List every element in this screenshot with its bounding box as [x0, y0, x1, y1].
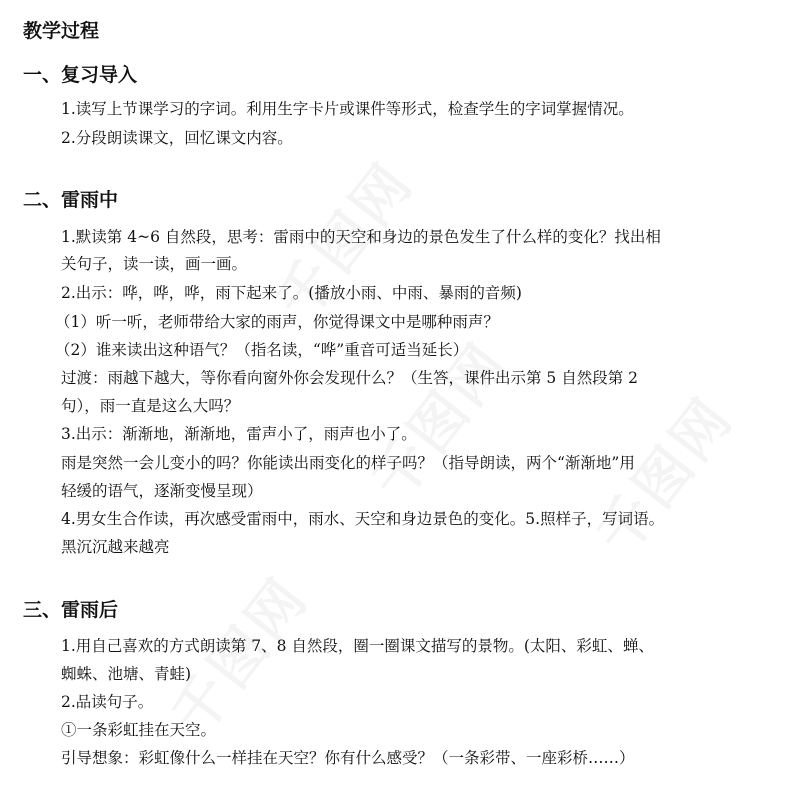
paragraph-line: 2.品读句子。 — [61, 693, 154, 711]
paragraph-line: 蜘蛛、池塘、青蛙) — [61, 665, 192, 683]
paragraph-line: ①一条彩虹挂在天空。 — [61, 721, 217, 739]
paragraph-line: 关句子，读一读，画一画。 — [61, 255, 248, 273]
paragraph-line: 雨是突然一会儿变小的吗？你能读出雨变化的样子吗？（指导朗读，两个“渐渐地”用 — [61, 454, 635, 472]
document-title: 教学过程 — [23, 20, 100, 42]
paragraph-line: 1.用自己喜欢的方式朗读第 7、8 自然段，圈一圈课文描写的景物。(太阳、彩虹、蝉、 — [61, 637, 654, 655]
paragraph-line: （2）谁来读出这种语气？（指名读，“哗”重音可适当延长） — [55, 341, 469, 359]
paragraph-line: 2.分段朗读课文，回忆课文内容。 — [61, 129, 293, 147]
paragraph-line: 1.读写上节课学习的字词。利用生字卡片或课件等形式，检查学生的字词掌握情况。 — [61, 100, 634, 118]
paragraph-line: 4.男女生合作读，再次感受雷雨中，雨水、天空和身边景色的变化。5.照样子，写词语。 — [61, 510, 665, 528]
paragraph-line: 引导想象：彩虹像什么一样挂在天空？你有什么感受？（一条彩带、一座彩桥……） — [61, 749, 635, 767]
paragraph-line: 轻缓的语气，逐渐变慢呈现） — [61, 482, 263, 500]
paragraph-line: （1）听一听，老师带给大家的雨声，你觉得课文中是哪种雨声？ — [55, 313, 499, 331]
paragraph-line: 句），雨一直是这么大吗？ — [61, 397, 240, 415]
paragraph-line: 3.出示：渐渐地，渐渐地，雷声小了，雨声也小了。 — [61, 425, 417, 443]
section-heading: 三、雷雨后 — [23, 599, 119, 621]
section-heading: 一、复习导入 — [23, 64, 138, 86]
section-heading: 二、雷雨中 — [23, 189, 119, 211]
paragraph-line: 2.出示：哗，哗，哗，雨下起来了。(播放小雨、中雨、暴雨的音频) — [61, 284, 522, 302]
paragraph-line: 过渡：雨越下越大，等你看向窗外你会发现什么？（生答，课件出示第 5 自然段第 2 — [61, 369, 639, 387]
paragraph-line: 黑沉沉越来越亮 — [61, 538, 170, 556]
paragraph-line: 1.默读第 4~6 自然段，思考：雷雨中的天空和身边的景色发生了什么样的变化？找出相 — [61, 228, 661, 246]
